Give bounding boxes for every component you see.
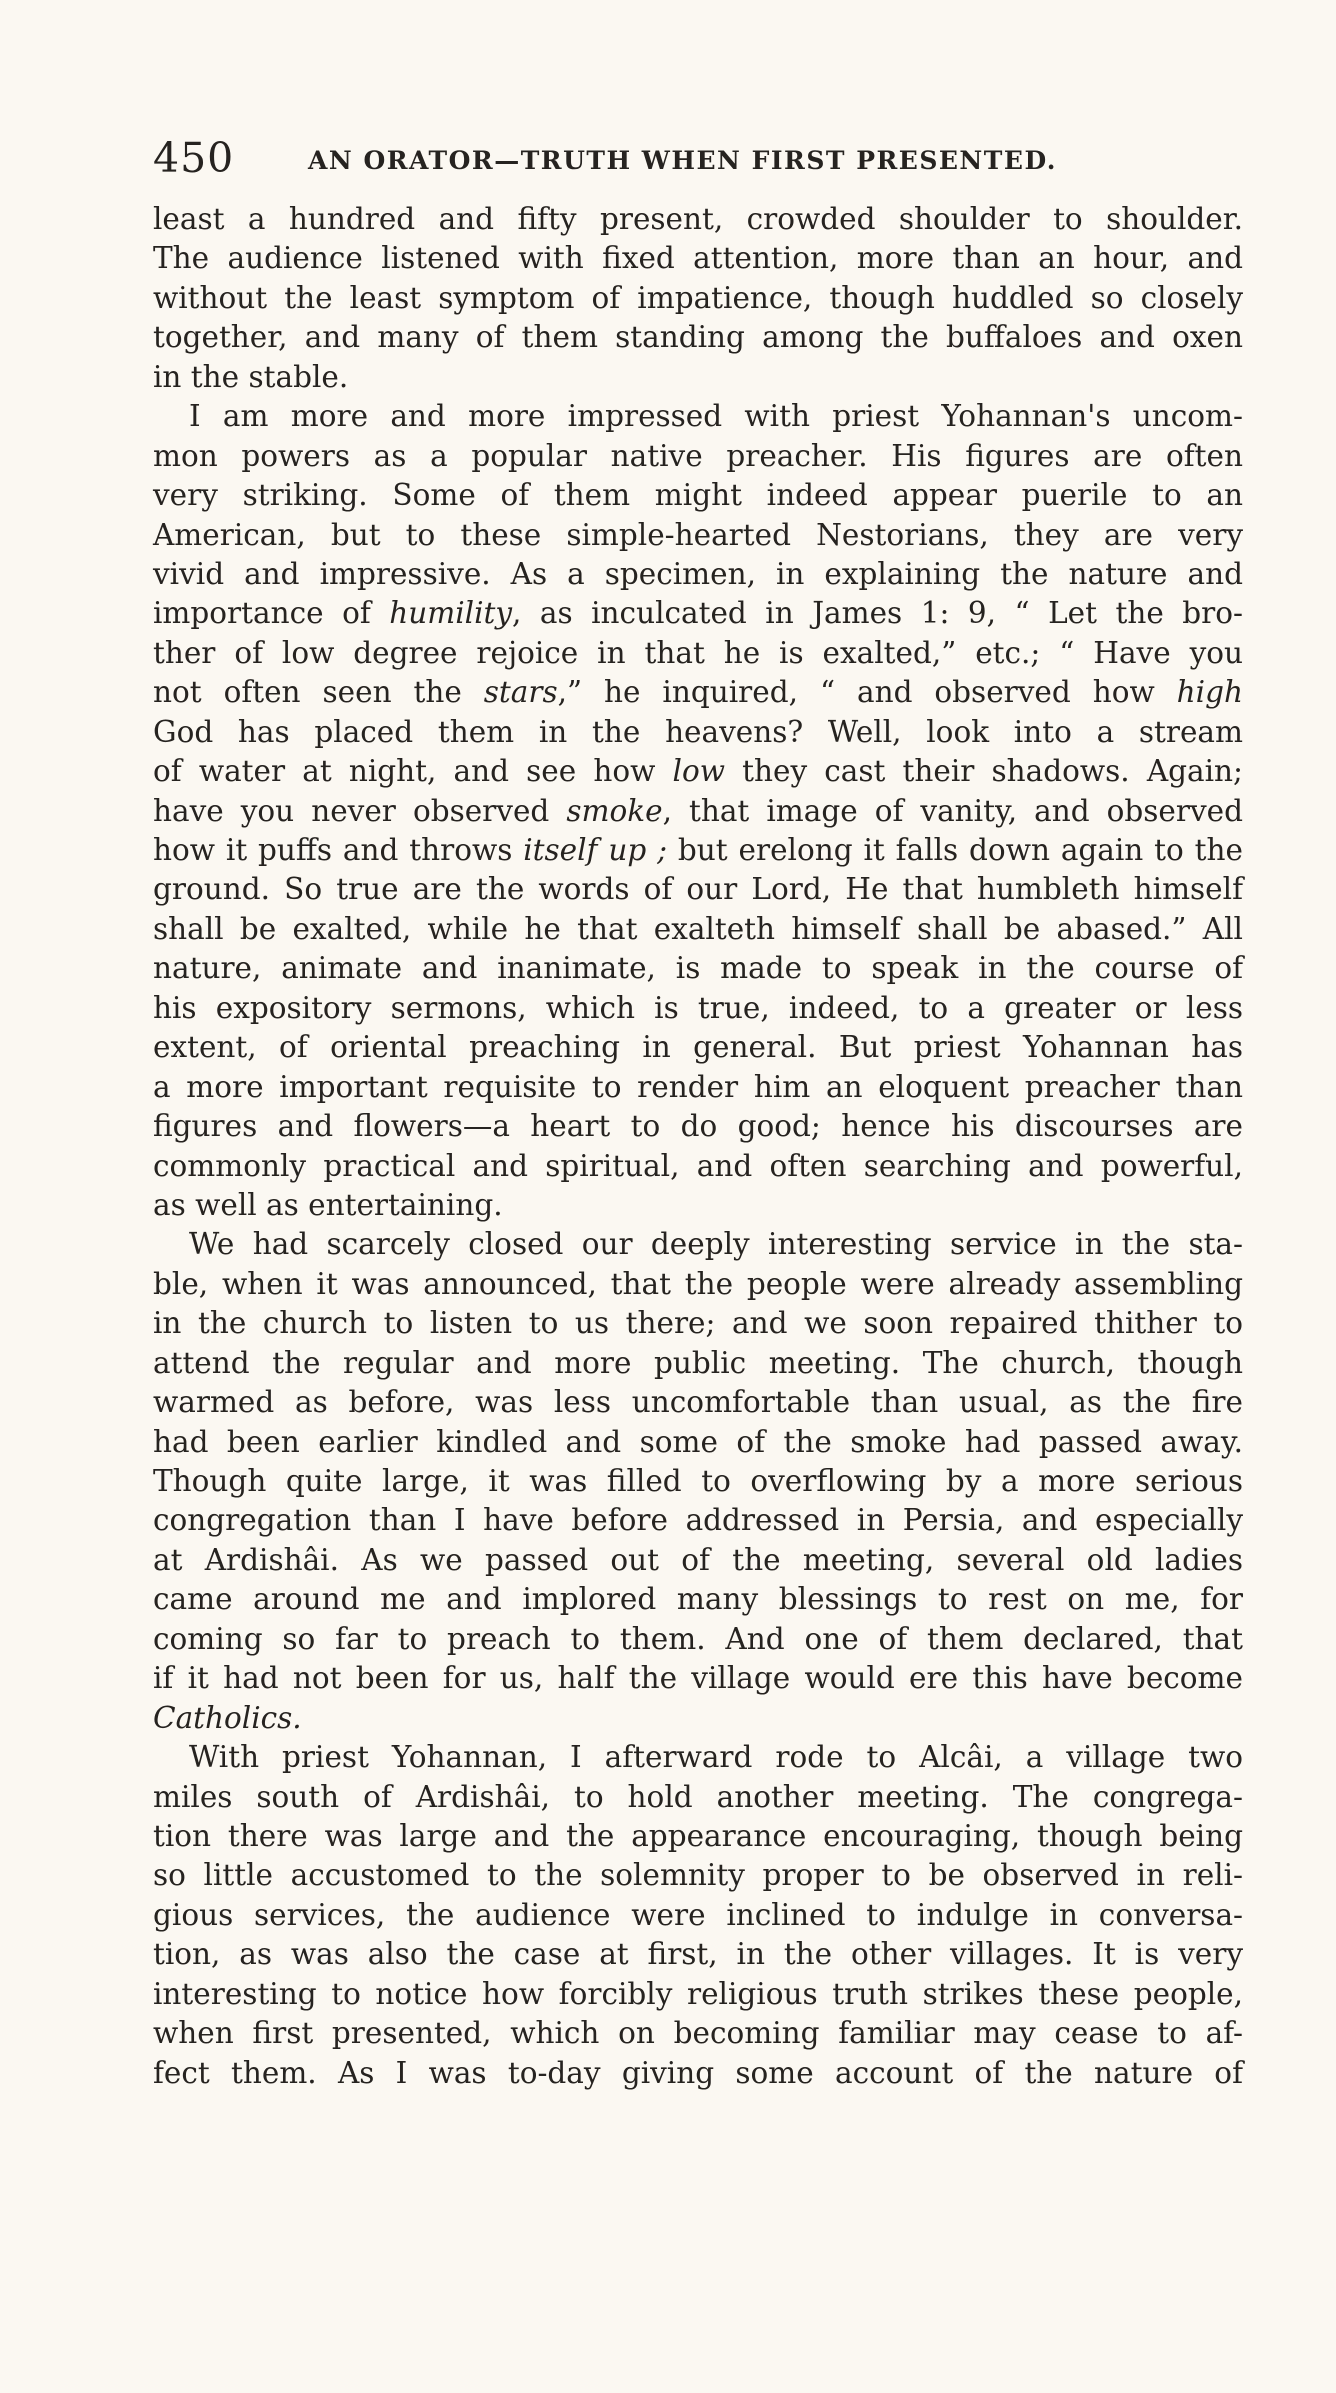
text-segment: they cast their shadows. Again; <box>725 754 1243 789</box>
text-line: tion there was large and the appearance encouraging, though being <box>153 1818 1243 1853</box>
text-line: gious services, the audience were inclined to indulge in conversa- <box>153 1897 1243 1932</box>
text-line: nature, animate and inanimate, is made to speak in the course of <box>153 951 1243 986</box>
text-line: together, and many of them standing among the buffaloes and oxen <box>153 320 1243 355</box>
running-title: AN ORATOR—TRUTH WHEN FIRST PRESENTED. <box>308 146 1057 175</box>
text-line: mon powers as a popular native preacher. His figures are often <box>153 438 1243 473</box>
text-line: tion, as was also the case at first, in the other villages. It is very <box>153 1937 1243 1972</box>
body-text <box>153 200 1243 2093</box>
text-line: American, but to these simple-hearted Nestorians, they are very <box>153 517 1243 552</box>
text-line: without the least symptom of impatience, though huddled so closely <box>153 280 1243 315</box>
italic-text: Catholics. <box>153 1700 302 1735</box>
text-line: With priest Yohannan, I afterward rode to Alcâi, a village two <box>189 1740 1243 1775</box>
text-line: attend the regular and more public meeting. The church, though <box>153 1345 1243 1380</box>
text-line: very striking. Some of them might indeed appear puerile to an <box>153 478 1243 513</box>
text-line: in the stable. <box>153 359 349 394</box>
text-line: interesting to notice how forcibly religious truth strikes these people, <box>153 1976 1243 2011</box>
text-line: as well as entertaining. <box>153 1187 503 1222</box>
text-segment: not often seen the <box>153 675 484 710</box>
text-line <box>153 1699 1243 1738</box>
text-line: congregation than I have before addressed in Persia, and especially <box>153 1503 1243 1538</box>
text-line: extent, of oriental preaching in general. But priest Yohannan has <box>153 1030 1243 1065</box>
italic-text: low <box>672 754 725 789</box>
text-line <box>153 831 1243 870</box>
text-line: Though quite large, it was filled to overflowing by a more serious <box>153 1464 1243 1498</box>
book-page <box>153 136 1243 2366</box>
text-segment: ,” he inquired, “ and observed how <box>557 675 1177 710</box>
text-line: so little accustomed to the solemnity proper to be observed in reli- <box>153 1858 1243 1893</box>
text-line: warmed as before, was less uncomfortable than usual, as the fire <box>153 1385 1243 1420</box>
text-line <box>153 594 1243 633</box>
italic-text: humility <box>389 596 513 631</box>
text-line: The audience listened with fixed attention, more than an hour, and <box>153 241 1243 276</box>
text-line: in the church to listen to us there; and we soon repaired thither to <box>153 1306 1243 1341</box>
text-segment: how it puffs and throws <box>153 833 524 867</box>
italic-text: itself up ; <box>523 833 668 867</box>
text-line: least a hundred and fifty present, crowded shoulder to shoulder. <box>153 202 1243 236</box>
italic-text: smoke <box>566 793 663 828</box>
text-line: ther of low degree rejoice in that he is exalted,” etc.; “ Have you <box>153 635 1243 670</box>
text-line <box>153 752 1243 791</box>
italic-text: high <box>1176 675 1243 710</box>
text-line: coming so far to preach to them. And one of them declared, that <box>153 1621 1243 1656</box>
text-line: shall be exalted, while he that exalteth himself shall be abased.” All <box>153 911 1243 946</box>
text-segment: of water at night, and see how <box>153 754 673 789</box>
text-line: when first presented, which on becoming familiar may cease to af- <box>153 2016 1243 2051</box>
text-line: his expository sermons, which is true, indeed, to a greater or less <box>153 990 1243 1025</box>
text-line: if it had not been for us, half the village would ere this have become <box>153 1661 1243 1696</box>
text-segment: have you never observed <box>153 793 567 828</box>
text-line: came around me and implored many blessings to rest on me, for <box>153 1582 1243 1617</box>
text-line: God has placed them in the heavens? Well, look into a stream <box>153 714 1243 749</box>
running-head <box>153 136 1243 196</box>
text-line: fect them. As I was to-day giving some account of the nature of <box>153 2055 1243 2090</box>
text-line: ble, when it was announced, that the people were already assembling <box>153 1266 1243 1301</box>
text-line: had been earlier kindled and some of the smoke had passed away. <box>153 1424 1243 1459</box>
text-line: figures and flowers—a heart to do good; hence his discourses are <box>153 1109 1243 1144</box>
text-line: at Ardishâi. As we passed out of the meeting, several old ladies <box>153 1542 1243 1577</box>
text-segment: , as inculcated in James 1: 9, “ Let the bro- <box>512 596 1243 631</box>
text-line: We had scarcely closed our deeply interesting service in the sta- <box>189 1227 1243 1262</box>
text-segment: importance of <box>153 596 390 631</box>
text-segment: , that image of vanity, and observed <box>662 793 1243 828</box>
page-number: 450 <box>153 134 235 182</box>
text-line: a more important requisite to render him an eloquent preacher than <box>153 1069 1243 1104</box>
text-line: ground. So true are the words of our Lord, He that humbleth himself <box>153 872 1243 907</box>
text-line: commonly practical and spiritual, and often searching and powerful, <box>153 1148 1243 1183</box>
text-line <box>153 792 1243 831</box>
text-line <box>153 673 1243 712</box>
text-line: miles south of Ardishâi, to hold another meeting. The congrega- <box>153 1779 1243 1814</box>
italic-text: stars <box>483 675 558 710</box>
text-line: vivid and impressive. As a specimen, in explaining the nature and <box>153 556 1243 591</box>
text-line: I am more and more impressed with priest Yohannan's uncom- <box>189 399 1243 434</box>
text-segment: but erelong it falls down again to the <box>667 833 1243 867</box>
